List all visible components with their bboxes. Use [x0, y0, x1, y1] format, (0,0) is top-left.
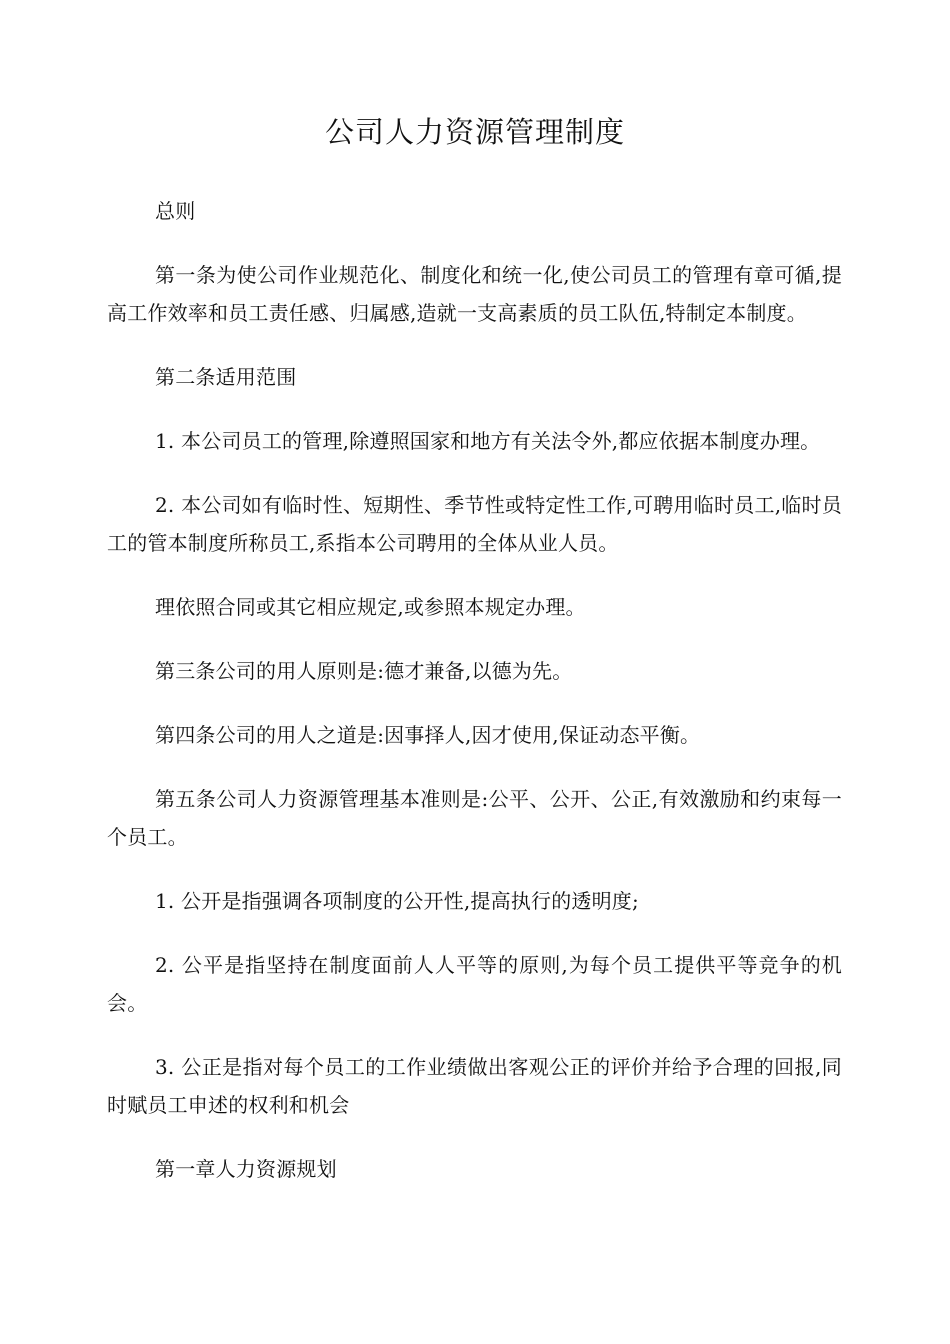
paragraph-article-2-continuation: 理依照合同或其它相应规定,或参照本规定办理。 — [155, 595, 586, 619]
paragraph-article-3: 第三条公司的用人原则是:德才兼备,以德为先。 — [155, 659, 573, 683]
paragraph-article-5-item-2: 2. 公平是指坚持在制度面前人人平等的原则,为每个员工提供平等竞争的机会。 — [107, 953, 842, 1015]
paragraph-article-5-item-3: 3. 公正是指对每个员工的工作业绩做出客观公正的评价并给予合理的回报,同时赋员工申述的权利和机会 — [107, 1055, 842, 1117]
document-body — [107, 192, 842, 1214]
paragraph-article-2: 第二条适用范围 — [155, 365, 297, 389]
paragraph-article-5-item-1: 1. 公开是指强调各项制度的公开性,提高执行的透明度; — [155, 889, 639, 913]
paragraph-chapter-1-heading: 第一章人力资源规划 — [155, 1157, 337, 1181]
document-title: 公司人力资源管理制度 — [324, 115, 625, 149]
paragraph-article-4: 第四条公司的用人之道是:因事择人,因才使用,保证动态平衡。 — [155, 723, 701, 747]
paragraph-article-5: 第五条公司人力资源管理基本准则是:公平、公开、公正,有效激励和约束每一个员工。 — [107, 787, 842, 849]
paragraph-article-2-item-1: 1. 本公司员工的管理,除遵照国家和地方有关法令外,都应依据本制度办理。 — [155, 429, 821, 453]
paragraph-article-2-item-2: 2. 本公司如有临时性、短期性、季节性或特定性工作,可聘用临时员工,临时员工的管本制度所称员工,系指本公司聘用的全体从业人员。 — [107, 493, 842, 555]
paragraph-general-provisions: 总则 — [155, 199, 196, 223]
paragraph-article-1: 第一条为使公司作业规范化、制度化和统一化,使公司员工的管理有章可循,提高工作效率和员工责任感、归属感,造就一支高素质的员工队伍,特制定本制度。 — [107, 263, 842, 325]
